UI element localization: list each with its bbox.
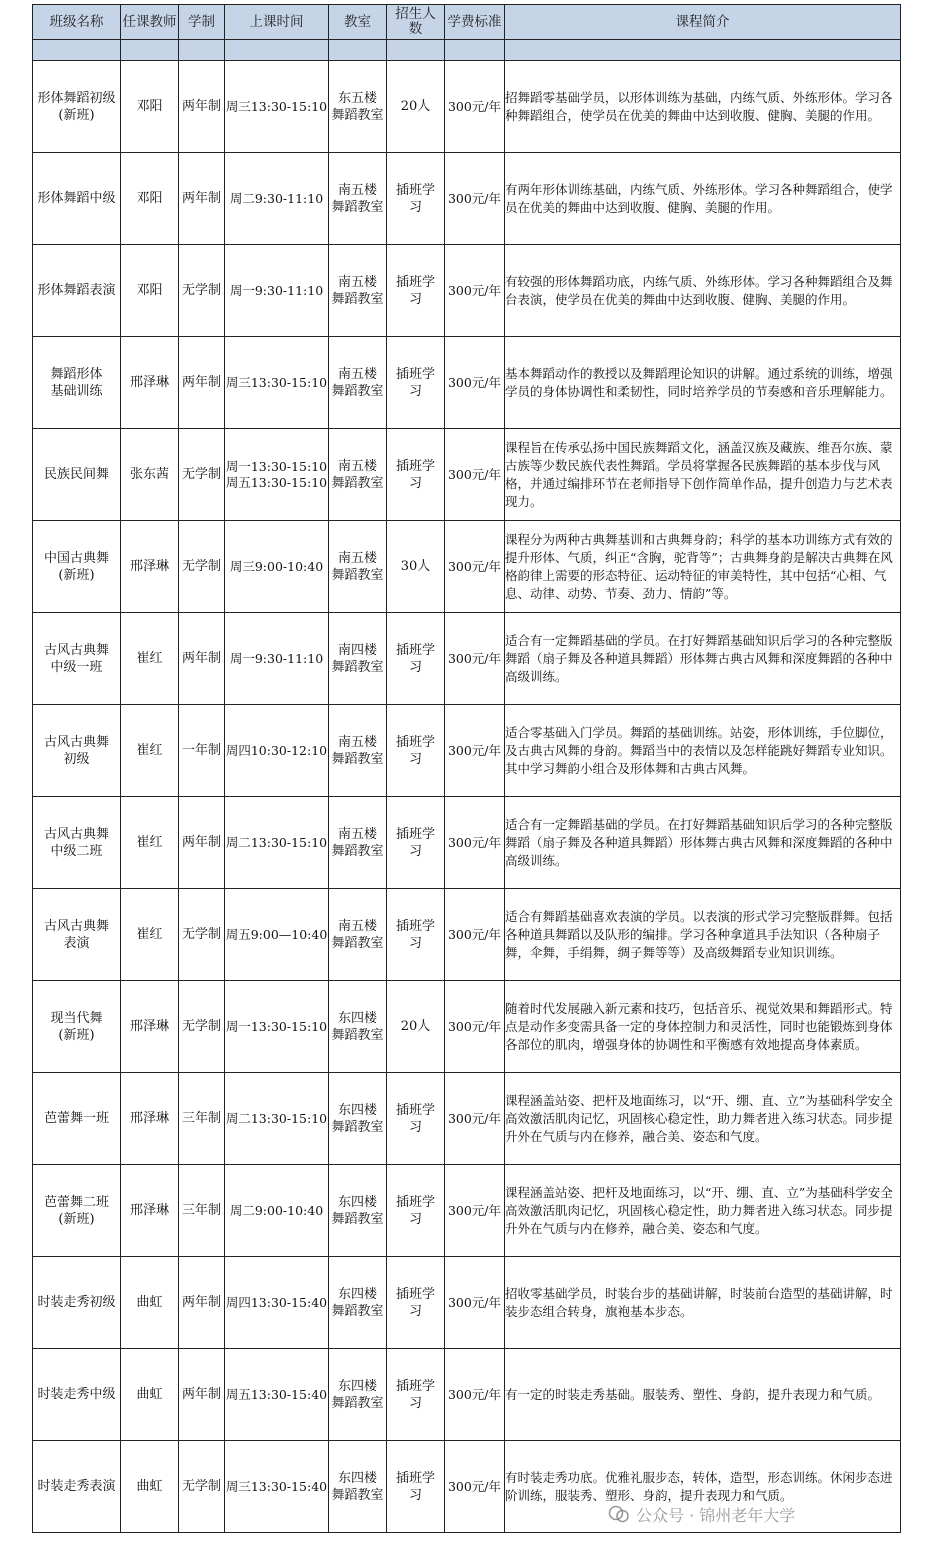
teacher-cell: 邓阳	[121, 61, 179, 153]
table-row	[33, 337, 901, 429]
header-enroll: 招生人 数	[387, 5, 445, 40]
fee-cell: 300元/年	[445, 61, 505, 153]
room-cell: 南五楼 舞蹈教室	[329, 153, 387, 245]
teacher-cell: 崔红	[121, 797, 179, 889]
fee-cell: 300元/年	[445, 1257, 505, 1349]
system-cell: 两年制	[179, 1349, 225, 1441]
enroll-cell: 插班学 习	[387, 1349, 445, 1441]
class-name-cell: 时装走秀表演	[33, 1441, 121, 1533]
room-cell: 南四楼 舞蹈教室	[329, 613, 387, 705]
room-cell: 南五楼 舞蹈教室	[329, 245, 387, 337]
system-cell: 无学制	[179, 981, 225, 1073]
wechat-official-account-icon	[608, 1505, 630, 1523]
table-row	[33, 889, 901, 981]
room-cell: 南五楼 舞蹈教室	[329, 337, 387, 429]
fee-cell: 300元/年	[445, 1441, 505, 1533]
enroll-cell: 插班学 习	[387, 1441, 445, 1533]
enroll-cell: 插班学 习	[387, 153, 445, 245]
table-row	[33, 981, 901, 1073]
room-cell: 东四楼 舞蹈教室	[329, 981, 387, 1073]
watermark-text: 公众号 · 锦州老年大学	[636, 1505, 796, 1525]
table-row	[33, 521, 901, 613]
room-cell: 南五楼 舞蹈教室	[329, 889, 387, 981]
room-cell: 东四楼 舞蹈教室	[329, 1441, 387, 1533]
description-cell: 基本舞蹈动作的教授以及舞蹈理论知识的讲解。通过系统的训练，增强学员的身体协调性和柔韧性，同时培养学员的节奏感和音乐理解能力。	[505, 337, 901, 429]
system-cell: 三年制	[179, 1165, 225, 1257]
fee-cell: 300元/年	[445, 889, 505, 981]
description-cell: 有较强的形体舞蹈功底，内练气质、外练形体。学习各种舞蹈组合及舞台表演，使学员在优美的舞曲中达到收腹、健胸、美腿的作用。	[505, 245, 901, 337]
system-cell: 两年制	[179, 153, 225, 245]
table-header-row	[33, 5, 901, 40]
header-description: 课程简介	[505, 5, 901, 40]
description-cell: 招收零基础学员，时装台步的基础讲解，时装前台造型的基础讲解，时装步态组合转身，旗袍基本步态。	[505, 1257, 901, 1349]
room-cell: 南五楼 舞蹈教室	[329, 429, 387, 521]
fee-cell: 300元/年	[445, 1165, 505, 1257]
class-name-cell: 形体舞蹈初级 (新班)	[33, 61, 121, 153]
class-name-cell: 芭蕾舞一班	[33, 1073, 121, 1165]
teacher-cell: 崔红	[121, 889, 179, 981]
class-name-cell: 芭蕾舞二班 (新班)	[33, 1165, 121, 1257]
room-cell: 东五楼 舞蹈教室	[329, 61, 387, 153]
teacher-cell: 崔红	[121, 705, 179, 797]
time-cell: 周四10:30-12:10	[225, 705, 329, 797]
enroll-cell: 插班学 习	[387, 429, 445, 521]
room-cell: 东四楼 舞蹈教室	[329, 1165, 387, 1257]
class-name-cell: 舞蹈形体 基础训练	[33, 337, 121, 429]
time-cell: 周一9:30-11:10	[225, 613, 329, 705]
teacher-cell: 邢泽琳	[121, 337, 179, 429]
teacher-cell: 邓阳	[121, 153, 179, 245]
time-cell: 周三13:30-15:10	[225, 61, 329, 153]
header-teacher: 任课教师	[121, 5, 179, 40]
system-cell: 两年制	[179, 61, 225, 153]
table-row	[33, 705, 901, 797]
fee-cell: 300元/年	[445, 429, 505, 521]
header-fee: 学费标准	[445, 5, 505, 40]
enroll-cell: 插班学 习	[387, 1165, 445, 1257]
teacher-cell: 邢泽琳	[121, 981, 179, 1073]
time-cell: 周一13:30-15:10 周五13:30-15:10	[225, 429, 329, 521]
class-name-cell: 形体舞蹈表演	[33, 245, 121, 337]
time-cell: 周五9:00—10:40	[225, 889, 329, 981]
header-time: 上课时间	[225, 5, 329, 40]
header-system: 学制	[179, 5, 225, 40]
room-cell: 东四楼 舞蹈教室	[329, 1257, 387, 1349]
table-row	[33, 153, 901, 245]
enroll-cell: 20人	[387, 61, 445, 153]
system-cell: 三年制	[179, 1073, 225, 1165]
watermark	[608, 1502, 795, 1526]
teacher-cell: 曲虹	[121, 1257, 179, 1349]
teacher-cell: 曲虹	[121, 1349, 179, 1441]
time-cell: 周三9:00-10:40	[225, 521, 329, 613]
enroll-cell: 插班学 习	[387, 1073, 445, 1165]
enroll-cell: 30人	[387, 521, 445, 613]
class-name-cell: 古风古典舞 初级	[33, 705, 121, 797]
system-cell: 无学制	[179, 521, 225, 613]
table-row	[33, 613, 901, 705]
description-cell: 招舞蹈零基础学员，以形体训练为基础，内练气质、外练形体。学习各种舞蹈组合，使学员在优美的舞曲中达到收腹、健胸、美腿的作用。	[505, 61, 901, 153]
time-cell: 周五13:30-15:40	[225, 1349, 329, 1441]
class-name-cell: 古风古典舞 中级一班	[33, 613, 121, 705]
table-row	[33, 429, 901, 521]
fee-cell: 300元/年	[445, 1073, 505, 1165]
system-cell: 无学制	[179, 245, 225, 337]
fee-cell: 300元/年	[445, 245, 505, 337]
table-row	[33, 61, 901, 153]
description-cell: 适合有舞蹈基础喜欢表演的学员。以表演的形式学习完整版群舞。包括各种道具舞蹈以及队形的编排。学习各种拿道具手法知识（各种扇子舞，伞舞，手绢舞，绸子舞等等）及高级舞蹈专业知识训练。	[505, 889, 901, 981]
system-cell: 两年制	[179, 1257, 225, 1349]
time-cell: 周一9:30-11:10	[225, 245, 329, 337]
room-cell: 南五楼 舞蹈教室	[329, 521, 387, 613]
system-cell: 无学制	[179, 1441, 225, 1533]
teacher-cell: 邢泽琳	[121, 1073, 179, 1165]
description-cell: 课程分为两种古典舞基训和古典舞身韵；科学的基本功训练方式有效的提升形体、气质，纠正“含胸，驼背等”；古典舞身韵是解决古典舞在风格韵律上需要的形态特征、运动特征的审美特性，其中包括“心相、气息、动律、动势、节奏、劲力、情韵”等。	[505, 521, 901, 613]
description-cell: 适合零基础入门学员。舞蹈的基础训练。站姿，形体训练，手位脚位，及古典古风舞的身韵。舞蹈当中的表情以及怎样能跳好舞蹈专业知识。其中学习舞韵小组合及形体舞和古典古风舞。	[505, 705, 901, 797]
system-cell: 一年制	[179, 705, 225, 797]
description-cell: 有两年形体训练基础，内练气质、外练形体。学习各种舞蹈组合，使学员在优美的舞曲中达到收腹、健胸、美腿的作用。	[505, 153, 901, 245]
room-cell: 东四楼 舞蹈教室	[329, 1349, 387, 1441]
time-cell: 周三13:30-15:40	[225, 1441, 329, 1533]
time-cell: 周一13:30-15:10	[225, 981, 329, 1073]
system-cell: 两年制	[179, 797, 225, 889]
description-cell: 课程旨在传承弘扬中国民族舞蹈文化，涵盖汉族及藏族、维吾尔族、蒙古族等少数民族代表性舞蹈。学员将掌握各民族舞蹈的基本步伐与风格，并通过编排环节在老师指导下创作简单作品，提升创造力与艺术表现力。	[505, 429, 901, 521]
description-cell: 课程涵盖站姿、把杆及地面练习，以“开、绷、直、立”为基础科学安全高效激活肌肉记忆，巩固核心稳定性，助力舞者进入练习状态。同步提升外在气质与内在修养，融合美、姿态和气度。	[505, 1165, 901, 1257]
fee-cell: 300元/年	[445, 797, 505, 889]
table-row	[33, 797, 901, 889]
time-cell: 周三13:30-15:10	[225, 337, 329, 429]
description-cell: 适合有一定舞蹈基础的学员。在打好舞蹈基础知识后学习的各种完整版舞蹈（扇子舞及各种道具舞蹈）形体舞古典古风舞和深度舞蹈的各种中高级训练。	[505, 797, 901, 889]
class-name-cell: 现当代舞 (新班)	[33, 981, 121, 1073]
teacher-cell: 曲虹	[121, 1441, 179, 1533]
description-cell: 适合有一定舞蹈基础的学员。在打好舞蹈基础知识后学习的各种完整版舞蹈（扇子舞及各种道具舞蹈）形体舞古典古风舞和深度舞蹈的各种中高级训练。	[505, 613, 901, 705]
enroll-cell: 插班学 习	[387, 245, 445, 337]
time-cell: 周四13:30-15:40	[225, 1257, 329, 1349]
table-row	[33, 1349, 901, 1441]
class-name-cell: 古风古典舞 中级二班	[33, 797, 121, 889]
enroll-cell: 插班学 习	[387, 1257, 445, 1349]
header-class-name: 班级名称	[33, 5, 121, 40]
teacher-cell: 邢泽琳	[121, 1165, 179, 1257]
teacher-cell: 邢泽琳	[121, 521, 179, 613]
fee-cell: 300元/年	[445, 613, 505, 705]
header-band	[33, 40, 901, 61]
header-room: 教室	[329, 5, 387, 40]
fee-cell: 300元/年	[445, 981, 505, 1073]
enroll-cell: 插班学 习	[387, 613, 445, 705]
room-cell: 东四楼 舞蹈教室	[329, 1073, 387, 1165]
fee-cell: 300元/年	[445, 153, 505, 245]
fee-cell: 300元/年	[445, 521, 505, 613]
time-cell: 周二9:00-10:40	[225, 1165, 329, 1257]
system-cell: 无学制	[179, 429, 225, 521]
class-name-cell: 时装走秀中级	[33, 1349, 121, 1441]
class-name-cell: 中国古典舞 (新班)	[33, 521, 121, 613]
class-name-cell: 民族民间舞	[33, 429, 121, 521]
time-cell: 周二13:30-15:10	[225, 1073, 329, 1165]
room-cell: 南五楼 舞蹈教室	[329, 797, 387, 889]
course-table	[32, 4, 901, 1533]
time-cell: 周二13:30-15:10	[225, 797, 329, 889]
time-cell: 周二9:30-11:10	[225, 153, 329, 245]
table-row	[33, 1165, 901, 1257]
class-name-cell: 时装走秀初级	[33, 1257, 121, 1349]
class-name-cell: 古风古典舞 表演	[33, 889, 121, 981]
enroll-cell: 插班学 习	[387, 889, 445, 981]
description-cell: 有时装走秀功底。优雅礼服步态，转体，造型，形态训练。休闲步态进阶训练，服装秀、塑形、身韵，提升表现力和气质。	[505, 1441, 901, 1533]
teacher-cell: 崔红	[121, 613, 179, 705]
teacher-cell: 邓阳	[121, 245, 179, 337]
teacher-cell: 张东茜	[121, 429, 179, 521]
enroll-cell: 插班学 习	[387, 337, 445, 429]
description-cell: 课程涵盖站姿、把杆及地面练习，以“开、绷、直、立”为基础科学安全高效激活肌肉记忆，巩固核心稳定性，助力舞者进入练习状态。同步提升外在气质与内在修养，融合美、姿态和气度。	[505, 1073, 901, 1165]
room-cell: 南五楼 舞蹈教室	[329, 705, 387, 797]
enroll-cell: 插班学 习	[387, 705, 445, 797]
table-row	[33, 1073, 901, 1165]
table-row	[33, 1257, 901, 1349]
system-cell: 两年制	[179, 613, 225, 705]
class-name-cell: 形体舞蹈中级	[33, 153, 121, 245]
fee-cell: 300元/年	[445, 705, 505, 797]
table-row	[33, 245, 901, 337]
system-cell: 无学制	[179, 889, 225, 981]
system-cell: 两年制	[179, 337, 225, 429]
course-table-body	[33, 61, 901, 1533]
enroll-cell: 插班学 习	[387, 797, 445, 889]
enroll-cell: 20人	[387, 981, 445, 1073]
fee-cell: 300元/年	[445, 337, 505, 429]
fee-cell: 300元/年	[445, 1349, 505, 1441]
description-cell: 有一定的时装走秀基础。服装秀、塑性、身韵，提升表现力和气质。	[505, 1349, 901, 1441]
description-cell: 随着时代发展融入新元素和技巧，包括音乐、视觉效果和舞蹈形式。特点是动作多变需具备一定的身体控制力和灵活性，同时也能锻炼到身体各部位的肌肉，增强身体的协调性和平衡感有效地提高身体素质。	[505, 981, 901, 1073]
